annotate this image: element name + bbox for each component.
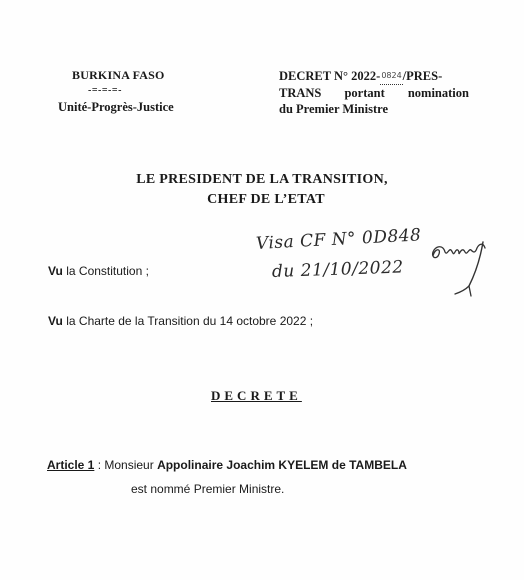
title-head-of-state: CHEF DE L’ETAT: [207, 192, 325, 207]
title-president: LE PRESIDENT DE LA TRANSITION,: [136, 172, 388, 187]
country-name: BURKINA FASO: [72, 68, 165, 82]
visa-handwritten-line2: du 21/10/2022: [271, 257, 404, 282]
decree-line2-mid: portant: [344, 86, 385, 100]
decree-prefix: DECRET N° 2022-: [279, 69, 381, 83]
article-1: [47, 458, 407, 472]
consideration-text: la Charte de la Transition du 14 octobre 2022 ;: [62, 314, 314, 328]
appointee-name: Appolinaire Joachim KYELEM de TAMBELA: [157, 458, 407, 472]
consideration-charter: [48, 314, 313, 328]
article-intro: : Monsieur: [94, 458, 158, 472]
decree-reference: [279, 68, 489, 117]
decrete-heading: DECRETE: [211, 388, 302, 403]
signature-icon: [425, 234, 495, 304]
header-separator: -=-=-=-: [88, 85, 122, 96]
decree-reference-line1: [279, 68, 489, 85]
consideration-constitution: [48, 264, 149, 278]
vu-label: Vu: [48, 314, 63, 328]
decree-line2-left: TRANS: [279, 86, 322, 100]
visa-handwritten-line1: Visa CF N° 0D848: [255, 225, 422, 254]
decree-reference-line3: du Premier Ministre: [279, 102, 389, 116]
vu-label: Vu: [48, 264, 63, 278]
decree-suffix: /PRES-: [402, 69, 443, 83]
decree-line2-right: nomination: [407, 86, 469, 100]
consideration-text: la Constitution ;: [62, 264, 149, 278]
decree-number-handwritten: 0824: [380, 68, 402, 85]
article-1-continuation: est nommé Premier Ministre.: [131, 482, 285, 496]
decree-reference-line2: [279, 85, 469, 101]
article-label: Article 1: [47, 458, 95, 472]
national-motto: Unité-Progrès-Justice: [58, 100, 174, 114]
